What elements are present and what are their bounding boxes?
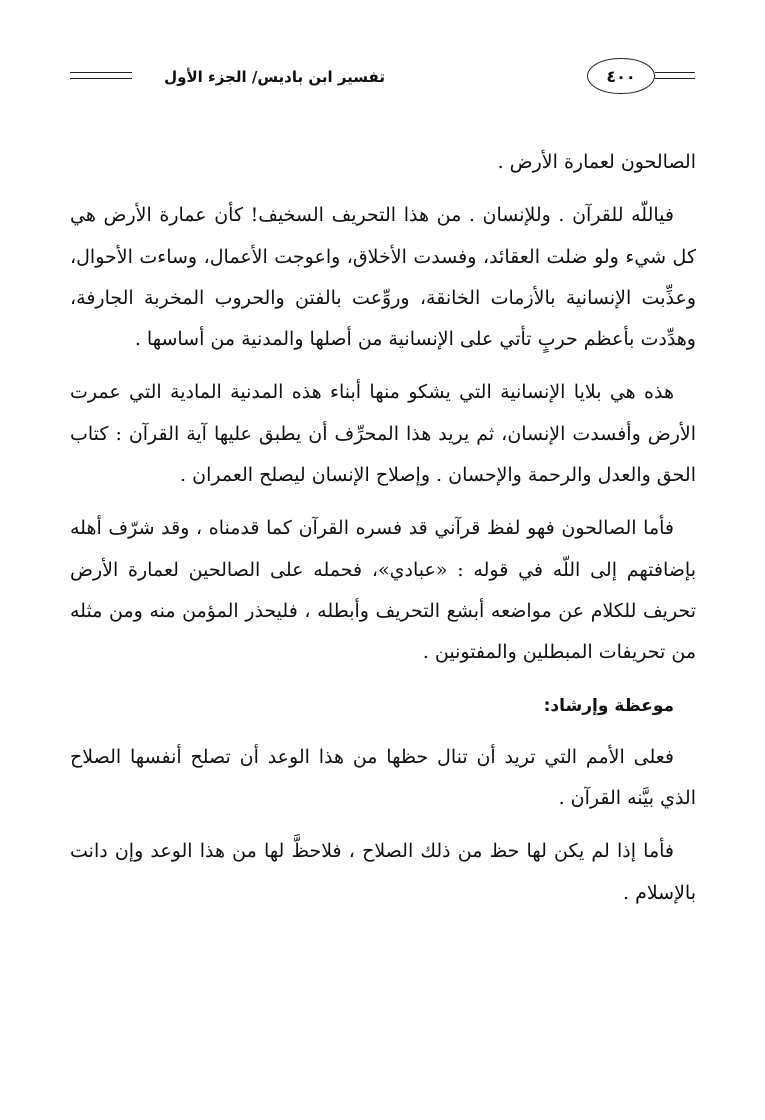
paragraph: فعلى الأمم التي تريد أن تنال حظها من هذا الوعد أن تصلح أنفسها الصلاح الذي بيَّنه القرآن . xyxy=(70,745,696,810)
paragraph: فأما إذا لم يكن لها حظ من ذلك الصلاح ، فلاحظَّ لها من هذا الوعد وإن دانت بالإسلام . xyxy=(70,840,696,904)
header-rule-right xyxy=(655,72,695,79)
page-header xyxy=(70,58,695,98)
paragraph: هذه هي بلايا الإنسانية التي يشكو منها أبناء هذه المدنية المادية التي عمرت الأرض وأفسدت الإنسان، ثم يريد هذا المحرِّف أن يطبق عليها آية القرآن : كتاب الحق والعدل والرحمة والإحسان . وإصلاح الإنسان ليصلح العمران . xyxy=(70,381,696,487)
page-number-badge: ٤٠٠ xyxy=(587,58,655,94)
paragraph: فأما الصالحون فهو لفظ قرآني قد فسره القرآن كما قدمناه ، وقد شرّف أهله بإضافتهم إلى اللّه في قوله : «عبادي»، فحمله على الصالحين لعمارة الأرض تحريف للكلام عن مواضعه أبشع التحريف وأبطله ، فليحذر المؤمن منه ومن مثله من تحريفات المبطلين والمفتونين . xyxy=(70,517,696,664)
running-title: تفسير ابن باديس/ الجزء الأول xyxy=(164,68,385,86)
paragraph: فياللّه للقرآن . وللإنسان . من هذا التحريف السخيف! كأن عمارة الأرض هي كل شيء ولو ضلت العقائد، وفسدت الأخلاق، واعوجت الأعمال، وساءت الأحوال، وعذِّبت الإنسانية بالأزمات الخانقة، وروِّعت بالفتن والحروب المخربة الجارفة، وهدِّدت بأعظم حربٍ تأتي على الإنسانية من أصلها والمدنية من أساسها . xyxy=(70,204,696,351)
paragraph: الصالحون لعمارة الأرض . xyxy=(497,151,696,173)
section-heading: موعظة وإرشاد: xyxy=(543,695,674,716)
page-body xyxy=(70,142,696,926)
header-rule-left xyxy=(70,72,132,79)
